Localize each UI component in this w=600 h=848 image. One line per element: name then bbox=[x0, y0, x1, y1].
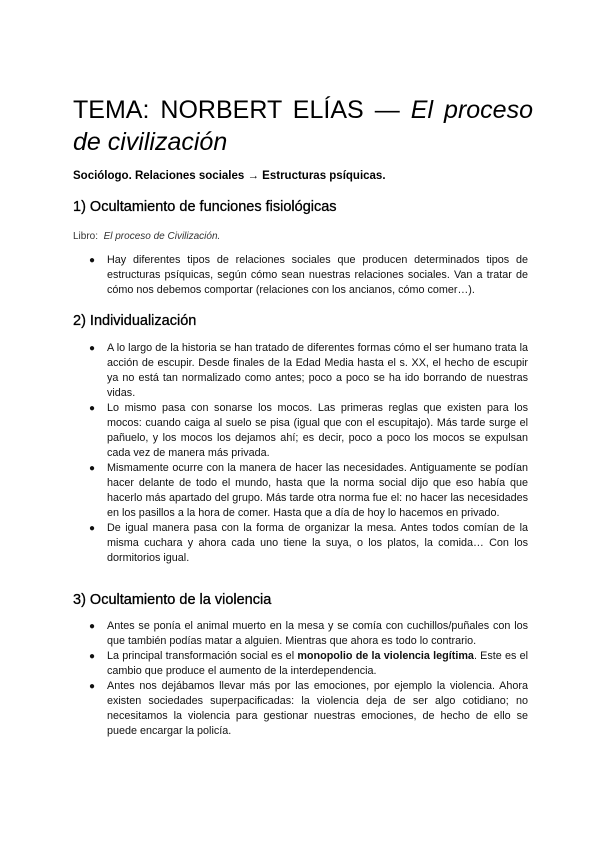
list-item-text-after: . Este es el cambio que produce el aumento de la interdependencia. bbox=[107, 650, 528, 677]
bullet-icon: ● bbox=[89, 681, 96, 692]
list-item-text-before: La principal transformación social es el bbox=[107, 650, 298, 662]
bullet-icon: ● bbox=[89, 403, 96, 414]
list-item-text: Hay diferentes tipos de relaciones sociales que producen determinados tipos de estructuras psíquicas, según cómo sean nuestras relaciones sociales. Van a tratar de cómo nos debemos comportar (relaciones con los ancianos, cómo comer…). bbox=[107, 254, 528, 296]
list-item bbox=[73, 679, 528, 739]
document-subtitle: Sociólogo. Relaciones sociales → Estructuras psíquicas. bbox=[73, 170, 386, 182]
book-title: El proceso de Civilización. bbox=[103, 231, 221, 242]
bullet-icon: ● bbox=[89, 651, 96, 662]
list-item-text: De igual manera pasa con la forma de organizar la mesa. Antes todos comían de la misma cuchara y ahora cada uno tiene la suya, o los platos, la comida… Con los dormitorios igual. bbox=[107, 522, 528, 564]
book-label: Libro: bbox=[73, 231, 99, 242]
list-item bbox=[73, 619, 528, 649]
title-italic: El proceso de civilización bbox=[73, 96, 533, 156]
book-reference bbox=[73, 230, 220, 244]
section-2-list bbox=[73, 341, 528, 566]
section-1-list bbox=[73, 253, 528, 298]
list-item bbox=[73, 649, 528, 679]
bullet-icon: ● bbox=[89, 255, 96, 266]
bullet-icon: ● bbox=[89, 523, 96, 534]
document-title bbox=[73, 94, 533, 158]
section-heading-3: 3) Ocultamiento de la violencia bbox=[73, 592, 272, 608]
list-item-text: A lo largo de la historia se han tratado de diferentes formas cómo el ser humano trata la acción de escupir. Desde finales de la Edad Media hasta el s. XX, el hecho de escupir ya no está tan normalizado como antes; poco a poco se ha ido borrando de nuestras vidas. bbox=[107, 342, 528, 399]
section-heading-2: 2) Individualización bbox=[73, 313, 197, 329]
section-3-list bbox=[73, 619, 528, 739]
bullet-icon: ● bbox=[89, 343, 96, 354]
list-item bbox=[73, 401, 528, 461]
section-heading-1: 1) Ocultamiento de funciones fisiológicas bbox=[73, 199, 337, 215]
list-item-text: Antes nos dejábamos llevar más por las emociones, por ejemplo la violencia. Ahora existen sociedades superpacificadas: la violencia deja de ser algo cotidiano; no necesitamos la violencia para gestionar nuestras emociones, de hecho de ello se puede encargar la policía. bbox=[107, 680, 528, 737]
list-item bbox=[73, 521, 528, 566]
list-item bbox=[73, 461, 528, 521]
bullet-icon: ● bbox=[89, 621, 96, 632]
list-item-text: Lo mismo pasa con sonarse los mocos. Las primeras reglas que existen para los mocos: cuando caiga al suelo se pisa (igual que con el escupitajo). Más tarde surge el pañuelo, y los mocos los dejamos ahí; es decir, poco a poco los mocos se expulsan cada vez de manera más privada. bbox=[107, 402, 528, 459]
bullet-icon: ● bbox=[89, 463, 96, 474]
list-item-text: Antes se ponía el animal muerto en la mesa y se comía con cuchillos/puñales con los que también podías matar a alguien. Mientras que ahora es todo lo contrario. bbox=[107, 620, 528, 647]
list-item bbox=[73, 253, 528, 298]
list-item-bold-term: monopolio de la violencia legítima bbox=[297, 650, 474, 662]
title-prefix: TEMA: NORBERT ELÍAS — bbox=[73, 96, 400, 124]
list-item-text: Mismamente ocurre con la manera de hacer las necesidades. Antiguamente se podían hacer delante de todo el mundo, hasta que la norma social dijo que eso había que hacerlo más apartado del grupo. Más tarde otra norma fue el: no hacer las necesidades en los pasillos a la hora de comer. Hasta que a día de hoy lo hacemos en privado. bbox=[107, 462, 528, 519]
list-item bbox=[73, 341, 528, 401]
